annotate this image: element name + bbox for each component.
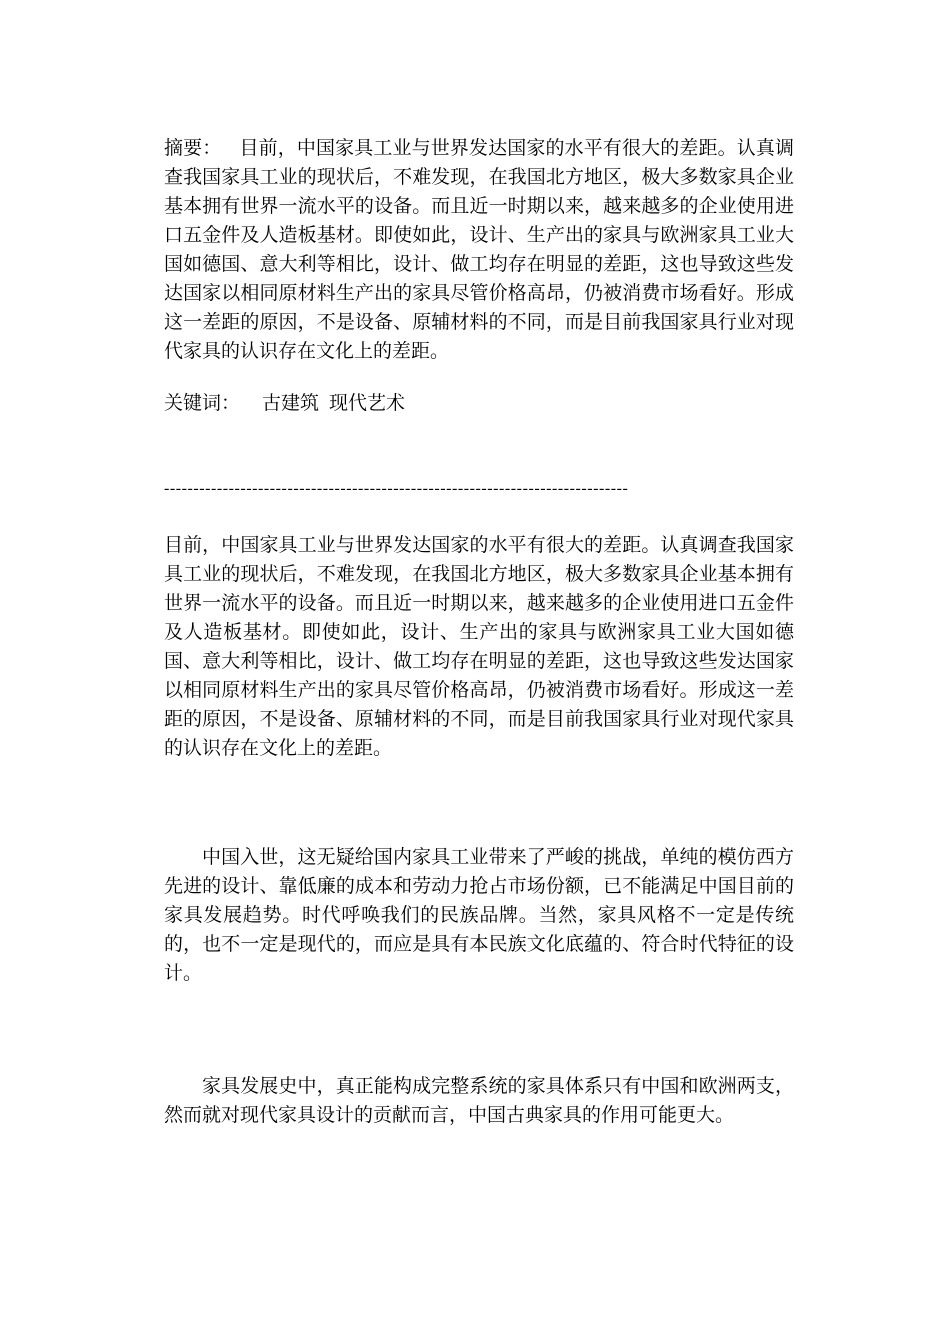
abstract-text: 目前，中国家具工业与世界发达国家的水平有很大的差距。认真调查我国家具工业的现状后，不难发现，在我国北方地区，极大多数家具企业基本拥有世界一流水平的设备。而且近一时期以来，越来越多的企业使用进口五金件及人造板基材。即使如此，设计、生产出的家具与欧洲家具工业大国如德国、意大利等相比，设计、做工均存在明显的差距，这也导致这些发达国家以相同原材料生产出的家具尽管价格高昂，仍被消费市场看好。形成这一差距的原因，不是设备、原辅材料的不同，而是目前我国家具行业对现代家具的认识存在文化上的差距。 [164, 137, 794, 362]
body-paragraph-3: 家具发展史中，真正能构成完整系统的家具体系只有中国和欧洲两支，然而就对现代家具设计的贡献而言，中国古典家具的作用可能更大。 [164, 1075, 794, 1126]
abstract-paragraph [164, 134, 794, 366]
keyword-item: 现代艺术 [329, 392, 406, 414]
dashed-divider: ------------------------------------------------------------------------------- [164, 480, 629, 497]
abstract-label: 摘要： [164, 137, 222, 159]
keywords-line [164, 389, 794, 418]
keyword-item: 古建筑 [262, 392, 320, 414]
body-paragraph-2: 中国入世，这无疑给国内家具工业带来了严峻的挑战，单纯的模仿西方先进的设计、靠低廉的成本和劳动力抢占市场份额，已不能满足中国目前的家具发展趋势。时代呼唤我们的民族品牌。当然，家具风格不一定是传统的，也不一定是现代的，而应是具有本民族文化底蕴的、符合时代特征的设计。 [164, 846, 794, 984]
body-paragraph-1: 目前，中国家具工业与世界发达国家的水平有很大的差距。认真调查我国家具工业的现状后，不难发现，在我国北方地区，极大多数家具企业基本拥有世界一流水平的设备。而且近一时期以来，越来越多的企业使用进口五金件及人造板基材。即使如此，设计、生产出的家具与欧洲家具工业大国如德国、意大利等相比，设计、做工均存在明显的差距，这也导致这些发达国家以相同原材料生产出的家具尽管价格高昂，仍被消费市场看好。形成这一差距的原因，不是设备、原辅材料的不同，而是目前我国家具行业对现代家具的认识存在文化上的差距。 [164, 534, 794, 759]
keywords-label: 关键词： [164, 392, 241, 414]
